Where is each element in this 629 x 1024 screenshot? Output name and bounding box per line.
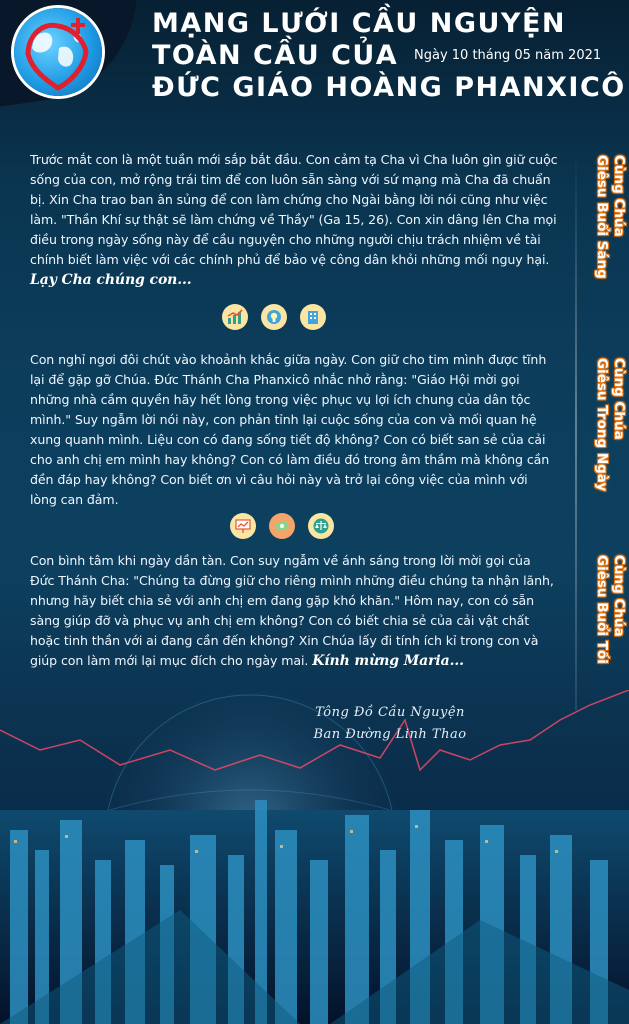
author-line: Ban Đường Linh Thao [313, 727, 467, 742]
side-label-line: Giêsu Trong Ngày [594, 358, 610, 492]
morning-paragraph [30, 150, 558, 290]
side-label-midday [583, 358, 627, 491]
midday-paragraph [30, 350, 558, 510]
author-line: Tông Đồ Cầu Nguyện [315, 705, 465, 720]
date-label: Ngày 10 tháng 05 năm 2021 [414, 48, 602, 63]
presentation-icon [230, 513, 256, 539]
side-label-line: Cùng Chúa [611, 155, 627, 237]
side-label-line: Giêsu Buổi Tối [594, 555, 610, 664]
evening-closing: Kính mừng Maria... [312, 653, 464, 669]
title-line: MẠNG LƯỚI CẦU NGUYỆN [152, 8, 567, 39]
money-icon [269, 513, 295, 539]
side-label-line: Cùng Chúa [611, 555, 627, 637]
morning-closing: Lạy Cha chúng con... [30, 272, 192, 288]
idea-bulb-icon [261, 304, 287, 330]
balance-scale-icon [308, 513, 334, 539]
divider-line [575, 150, 577, 710]
morning-text: Trước mắt con là một tuần mới sắp bắt đầu. Con cảm tạ Cha vì Cha luôn gìn giữ cuộc sống của con, mở rộng trái tim để con luôn sẵn sàng với sứ mạng mà Cha đã chuẩn bị. Xin Cha trao ban ân sủng để con làm chứng cho Ngài bằng lời nói cũng như việc làm. "Thần Khí sự thật sẽ làm chứng về Thầy" (Ga 15, 26). Con xin dâng lên Cha mọi điều trong ngày sống này để cầu nguyện cho những người chịu trách nhiệm về tài chính biết làm việc với các chính phủ để bảo vệ công dân khỏi những mối nguy hại. [30, 152, 558, 267]
growth-chart-icon [222, 304, 248, 330]
title-line: ĐỨC GIÁO HOÀNG PHANXICÔ [152, 72, 626, 103]
evening-paragraph [30, 551, 558, 671]
side-label-morning [583, 155, 627, 279]
side-label-evening [583, 555, 627, 664]
title-line: TOÀN CẦU CỦA [152, 40, 399, 71]
icon-row-1 [222, 304, 326, 330]
building-icon [300, 304, 326, 330]
globe-heart-logo [14, 8, 102, 96]
evening-text: Con bình tâm khi ngày dần tàn. Con suy ngẫm về ánh sáng trong lời mời gọi của Đức Thánh Cha: "Chúng ta đừng giữ cho riêng mình những điều chúng ta nhận lãnh, nhưng hãy biết chia sẻ với anh chị em đang gặp khó khăn." Hôm nay, con có sẵn sàng giúp đỡ và phục vụ anh chị em không? Con có biết chia sẻ của cải vật chất hoặc tinh thần với ai đang cần đến không? Xin Chúa lấy đi tính ích kỉ trong con và giúp con làm mới lại mục đích cho ngày mai. [30, 553, 554, 668]
author-signature [290, 702, 490, 746]
side-label-line: Cùng Chúa [611, 358, 627, 440]
side-label-line: Giêsu Buổi Sáng [594, 155, 610, 279]
midday-text: Con nghỉ ngơi đôi chút vào khoảnh khắc giữa ngày. Con giữ cho tim mình được tĩnh lại để gặp gỡ Chúa. Đức Thánh Cha Phanxicô nhắc nhở rằng: "Giáo Hội mời gọi những nhà cầm quyền hãy hết lòng trong việc phục vụ lợi ích chung của dân tộc mình." Suy ngẫm lời nói này, con phản tỉnh lại cuộc sống của con và mối quan hệ xung quanh mình. Liệu con có đang sống tiết độ không? Con có biết san sẻ của cải cho anh chị em mình hay không? Con có làm điều đó trong âm thầm mà không cần đền đáp hay không? Con biết ơn vì câu hỏi này và trở lại công việc của mình với lòng can đảm. [30, 352, 550, 507]
icon-row-2 [230, 513, 334, 539]
